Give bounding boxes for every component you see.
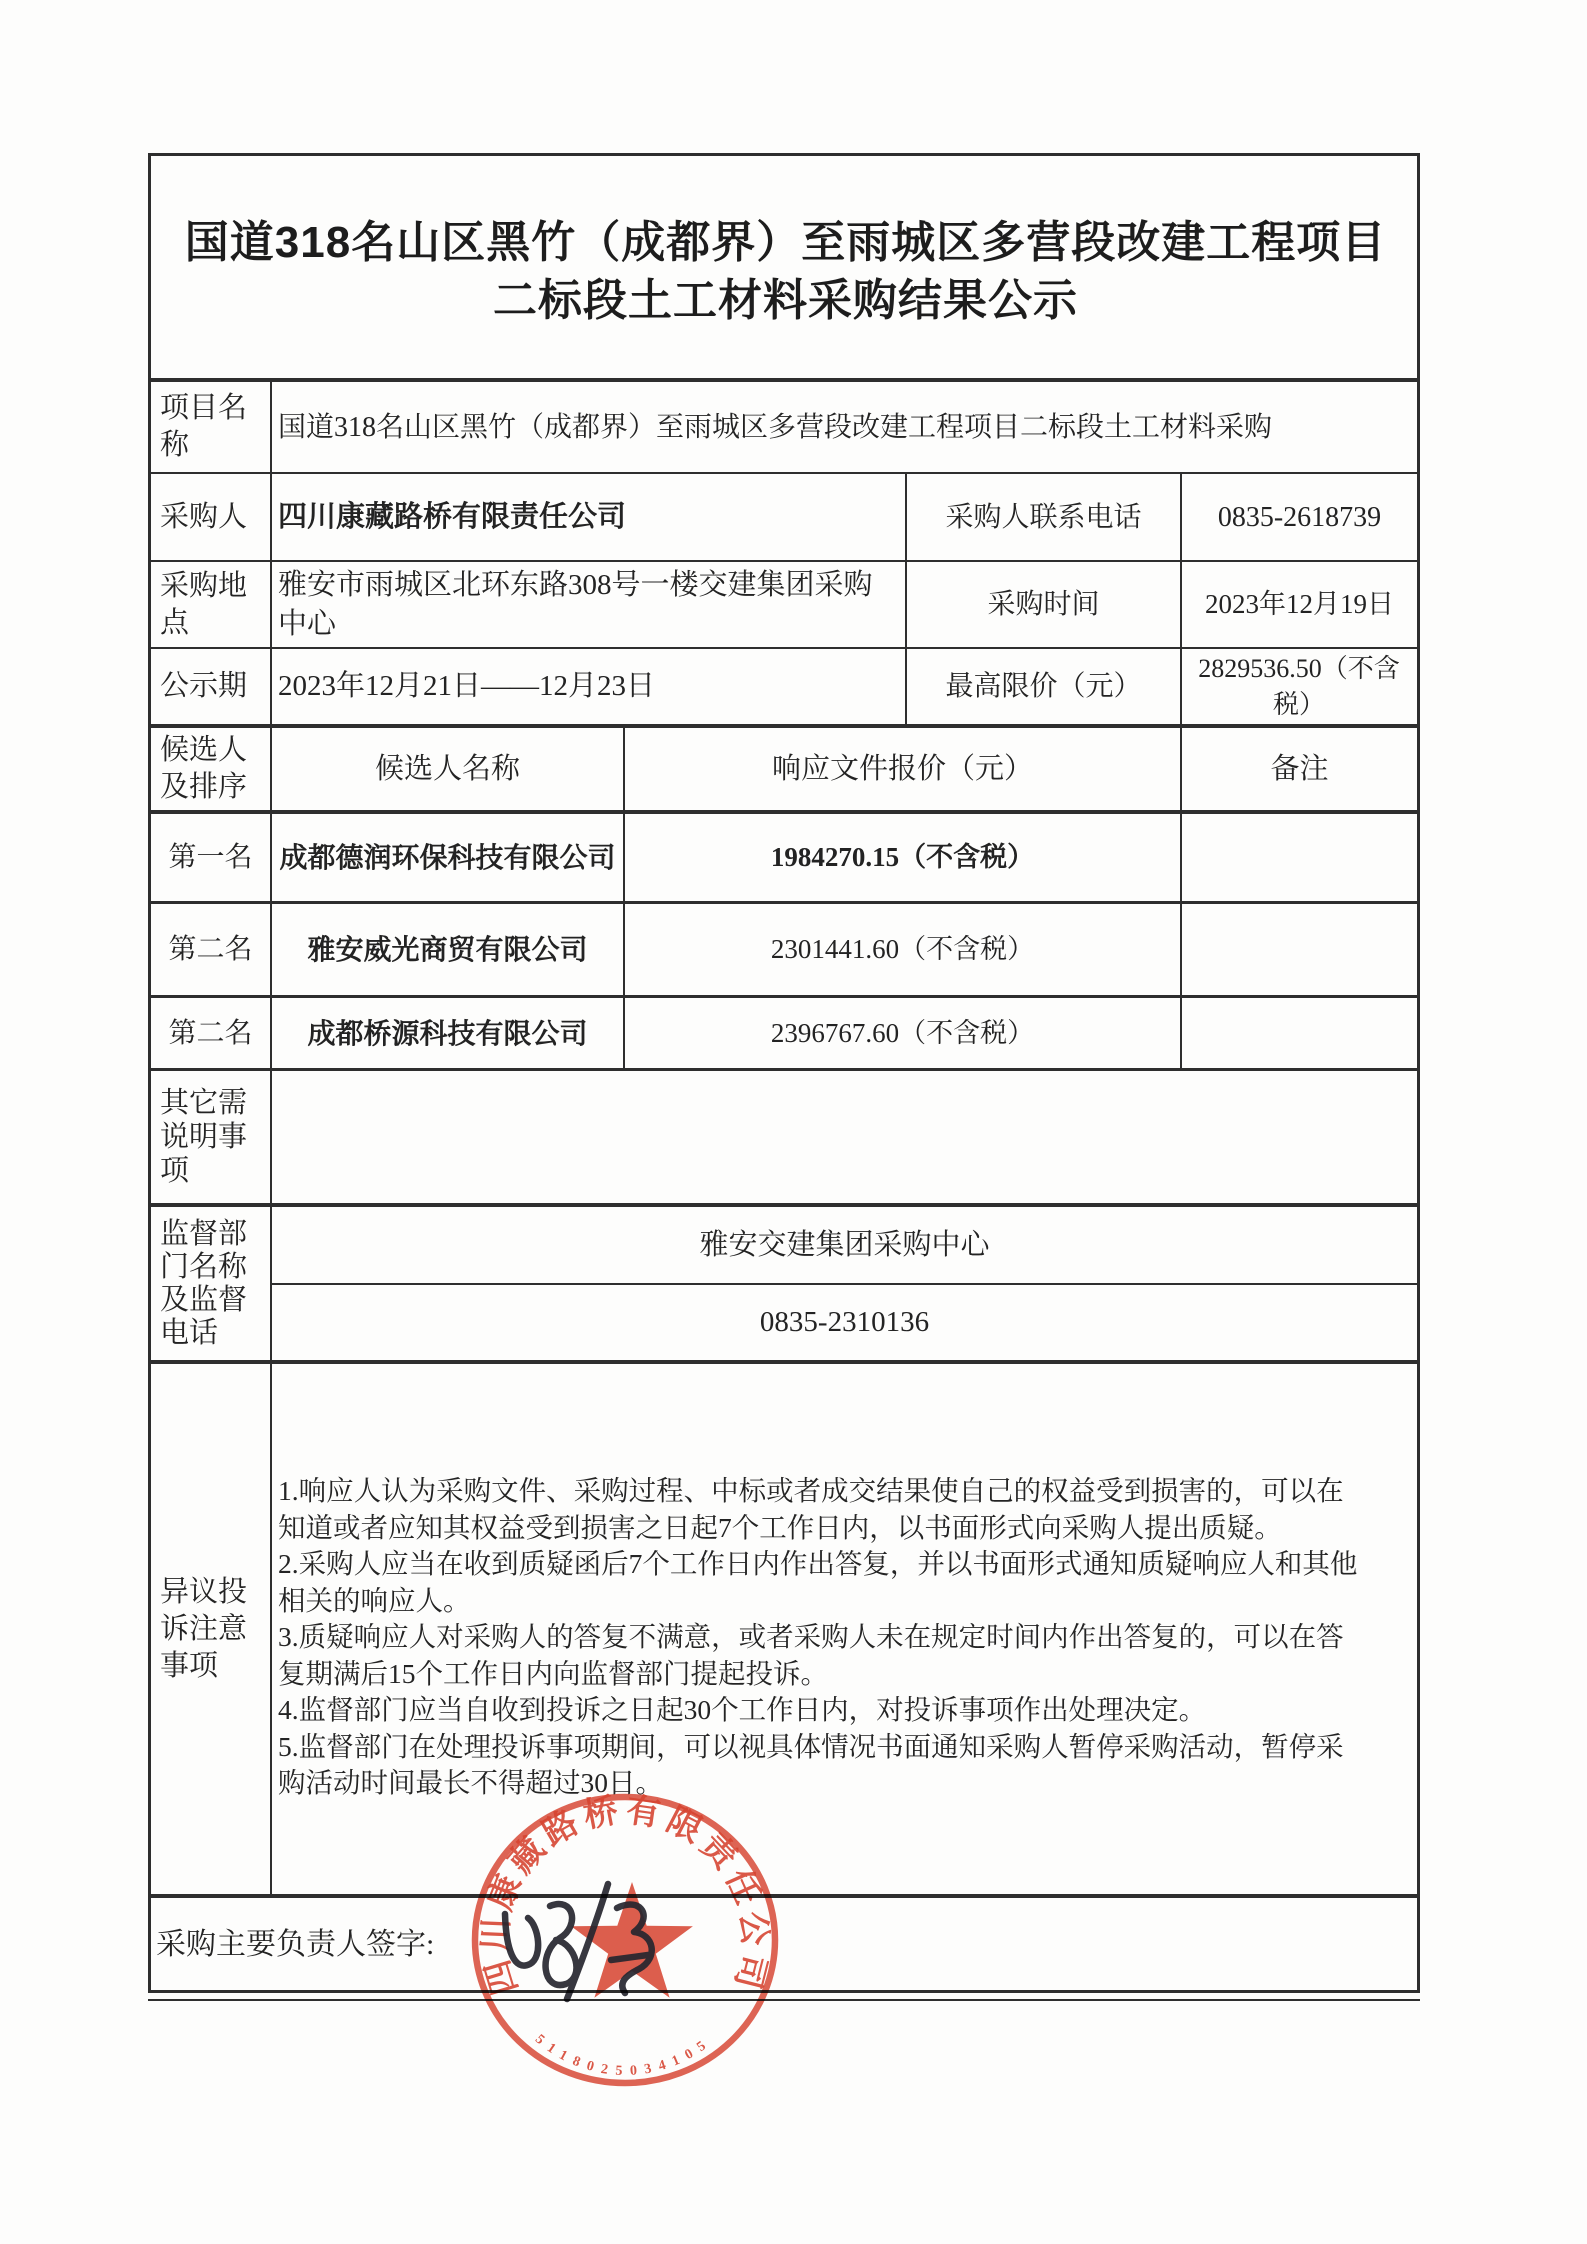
other-notes-label: 其它需说明事项 [160,1087,248,1187]
publicity-period-value: 2023年12月21日——12月23日 [278,670,656,702]
candidate-rank: 第一名 [168,842,253,873]
purchaser-phone-value: 0835-2618739 [1217,501,1382,533]
max-price-label: 最高限价（元） [945,671,1142,702]
stamp-svg [462,1786,788,2096]
candidate-remark [1182,904,1417,995]
objection-line: 知道或者应知其权益受到损害之日起7个工作日内，以书面形式向采购人提出质疑。 [278,1511,1282,1543]
candidate-rank: 第二名 [168,1017,253,1049]
other-notes-value [278,1071,1413,1203]
objection-line: 复期满后15个工作日内向监督部门提起投诉。 [278,1657,828,1689]
candidate-bid: 1984270.15（不含税） [770,842,1035,872]
objection-line: 相关的响应人。 [278,1584,471,1616]
candidate-remark [1182,814,1417,901]
grid-line [270,378,272,1896]
candidate-bid: 2301441.60（不含税） [770,934,1035,964]
stamp-serial-textpath: 5118025034105 [532,2031,709,2079]
table-border-right [1417,153,1420,1993]
purchaser-label: 采购人 [160,500,248,533]
purchase-time-label: 采购时间 [987,589,1100,620]
max-price-value: 2829536.50（不含税） [1198,653,1400,719]
purchase-location-value: 雅安市雨城区北环东路308号一楼交建集团采购中心 [278,568,873,640]
objection-line: 5.监督部门在处理投诉事项期间，可以视具体情况书面通知采购人暂停采购活动，暂停采 [278,1730,1344,1762]
purchaser-phone-label: 采购人联系电话 [945,501,1142,533]
candidate-remark [1182,998,1417,1068]
objection-line: 2.采购人应当在收到质疑函后7个工作日内作出答复，并以书面形式通知质疑响应人和其他 [278,1548,1358,1579]
candidates-bid-header: 响应文件报价（元） [771,752,1033,785]
candidate-name: 成都德润环保科技有限公司 [279,842,616,873]
objection-line: 购活动时间最长不得超过30日。 [278,1767,663,1798]
objection-line: 3.质疑响应人对采购人的答复不满意，或者采购人未在规定时间内作出答复的，可以在答 [278,1621,1344,1652]
supervision-label: 监督部门名称及监督电话 [160,1217,248,1349]
objection-line: 4.监督部门应当自收到投诉之日起30个工作日内，对投诉事项作出处理决定。 [278,1694,1207,1725]
project-name-label: 项目名称 [160,392,248,461]
objection-label: 异议投诉注意事项 [160,1575,248,1682]
publicity-period-label: 公示期 [160,670,248,702]
candidate-rank: 第二名 [168,934,253,965]
candidates-rank-header: 候选人及排序 [160,734,248,803]
grid-line [148,1360,1420,1364]
candidate-bid: 2396767.60（不含税） [770,1017,1035,1048]
signature-label: 采购主要负责人签字: [156,1927,435,1961]
company-stamp [462,1786,788,2096]
stamp-company-textpath: 四川康藏路桥有限责任公司 [477,1792,773,1999]
purchase-location-label: 采购地点 [160,569,248,639]
objection-text-block [278,1473,1414,1802]
candidates-remark-header: 备注 [1270,752,1329,785]
purchase-time-value: 2023年12月19日 [1205,589,1394,619]
purchaser-value: 四川康藏路桥有限责任公司 [278,500,627,533]
document-title-line2: 二标段土工材料采购结果公示 [493,276,1078,325]
project-name-value: 国道318名山区黑竹（成都界）至雨城区多营段改建工程项目二标段土工材料采购 [278,411,1273,443]
candidate-name: 成都桥源科技有限公司 [307,1017,588,1049]
supervision-phone: 0835-2310136 [759,1306,930,1338]
candidates-name-header: 候选人名称 [374,752,520,785]
objection-line: 1.响应人认为采购文件、采购过程、中标或者成交结果使自己的权益受到损害的，可以在 [278,1475,1344,1506]
candidate-name: 雅安威光商贸有限公司 [307,934,588,965]
table-border-left [148,153,151,1993]
document-title-line1: 国道318名山区黑竹（成都界）至雨城区多营段改建工程项目 [184,218,1387,267]
table-border-top [148,153,1420,156]
supervision-department: 雅安交建集团采购中心 [699,1228,990,1261]
